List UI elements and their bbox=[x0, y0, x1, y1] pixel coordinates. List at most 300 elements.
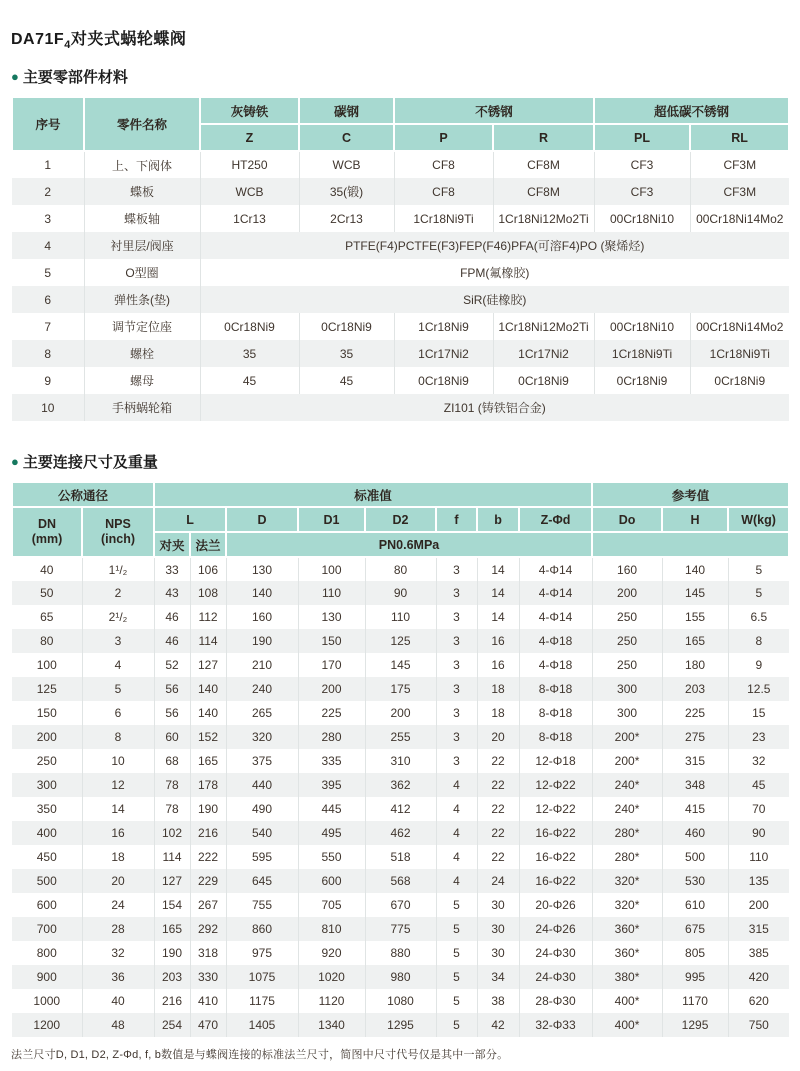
material-value-cell: WCB bbox=[299, 151, 394, 178]
dimension-cell: 112 bbox=[190, 605, 226, 629]
material-part-cell: 蝶板 bbox=[84, 178, 200, 205]
material-row bbox=[12, 286, 789, 313]
material-value-cell: 0Cr18Ni9 bbox=[714, 373, 766, 388]
dimension-cell: 250 bbox=[592, 605, 662, 629]
dimension-cell: 1020 bbox=[298, 965, 365, 989]
material-part-cell: 上、下阀体 bbox=[84, 151, 200, 178]
dimension-cell: 114 bbox=[154, 845, 190, 869]
dimension-cell: 180 bbox=[662, 653, 728, 677]
materials-section-heading bbox=[11, 66, 789, 87]
dimension-cell: 225 bbox=[662, 701, 728, 725]
dimension-cell: 395 bbox=[298, 773, 365, 797]
dimension-cell: 22 bbox=[477, 845, 519, 869]
dimension-cell: 16 bbox=[477, 629, 519, 653]
dimension-cell: 810 bbox=[298, 917, 365, 941]
dimension-cell: 22 bbox=[477, 749, 519, 773]
dimension-row bbox=[12, 941, 789, 965]
dimension-cell: 100 bbox=[298, 557, 365, 581]
dimension-cell: 310 bbox=[365, 749, 436, 773]
dimension-cell: 267 bbox=[190, 893, 226, 917]
material-part-cell: 螺栓 bbox=[84, 340, 200, 367]
material-value-cell: 1Cr18Ni9Ti bbox=[594, 340, 690, 367]
dimension-cell: 360* bbox=[592, 917, 662, 941]
dimension-cell: 2 bbox=[82, 581, 154, 605]
dimensions-table-header bbox=[12, 482, 789, 557]
dimension-cell: 32-Φ33 bbox=[519, 1013, 592, 1037]
dimension-cell: 78 bbox=[154, 797, 190, 821]
dimension-cell: 110 bbox=[298, 581, 365, 605]
dimension-cell: 5 bbox=[436, 965, 477, 989]
dimension-cell: 5 bbox=[436, 1013, 477, 1037]
dimension-cell: 46 bbox=[154, 605, 190, 629]
dims-col-flange: 法兰 bbox=[190, 532, 226, 557]
dimension-cell: 995 bbox=[662, 965, 728, 989]
material-value-cell: 00Cr18Ni10 bbox=[594, 313, 690, 340]
dimension-cell: 240 bbox=[226, 677, 298, 701]
dimension-cell: 78 bbox=[154, 773, 190, 797]
dimension-cell: 805 bbox=[662, 941, 728, 965]
dimension-cell: 200* bbox=[592, 749, 662, 773]
dimension-cell: 3 bbox=[436, 653, 477, 677]
dimension-cell: 32 bbox=[82, 941, 154, 965]
dimension-cell: 3 bbox=[436, 677, 477, 701]
dimension-cell: 4-Φ18 bbox=[519, 653, 592, 677]
dimension-cell: 42 bbox=[477, 1013, 519, 1037]
dimension-cell: 3 bbox=[436, 581, 477, 605]
dimension-cell: 22 bbox=[477, 821, 519, 845]
material-value-cell: 0Cr18Ni9 bbox=[394, 367, 493, 394]
material-value-cell: WCB bbox=[200, 178, 299, 205]
page-title bbox=[11, 26, 789, 51]
dimension-cell: 9 bbox=[755, 658, 763, 673]
dimension-cell: 150 bbox=[12, 701, 82, 725]
dims-col-dn bbox=[12, 507, 82, 557]
dimension-cell: 8 bbox=[82, 725, 154, 749]
dimension-cell: 203 bbox=[154, 965, 190, 989]
dimension-cell: 130 bbox=[298, 605, 365, 629]
dimension-cell: 140 bbox=[662, 557, 728, 581]
material-seq-cell: 10 bbox=[12, 394, 84, 421]
dimension-cell: 5 bbox=[436, 917, 477, 941]
dimension-cell: 60 bbox=[154, 725, 190, 749]
dimension-cell: 20-Φ26 bbox=[519, 893, 592, 917]
material-value-cell: 1Cr18Ni9Ti bbox=[394, 205, 493, 232]
dimension-cell: 300 bbox=[12, 773, 82, 797]
dimension-cell: 320 bbox=[226, 725, 298, 749]
material-value-cell: 1Cr18Ni9Ti bbox=[709, 346, 770, 361]
material-row bbox=[12, 340, 789, 367]
dimension-cell: 200 bbox=[12, 725, 82, 749]
dimension-cell: 40 bbox=[82, 989, 154, 1013]
dimension-row bbox=[12, 557, 789, 581]
dimensions-section-title: 主要连接尺寸及重量 bbox=[22, 454, 158, 472]
material-span-cell: FPM(氟橡胶) bbox=[460, 266, 530, 281]
dims-header-spacer bbox=[592, 532, 789, 557]
dimension-cell: 6.5 bbox=[750, 610, 768, 625]
materials-col-part: 零件名称 bbox=[84, 97, 200, 151]
materials-code-Z: Z bbox=[200, 124, 299, 151]
dimension-cell: 165 bbox=[662, 629, 728, 653]
material-value-cell: CF3M bbox=[723, 184, 757, 199]
dimension-row bbox=[12, 845, 789, 869]
material-row bbox=[12, 178, 789, 205]
dims-col-W: W(kg) bbox=[728, 507, 789, 532]
material-value-cell: 35 bbox=[200, 340, 299, 367]
material-value-cell: 1Cr18Ni12Mo2Ti bbox=[493, 313, 594, 340]
dimension-cell: 14 bbox=[477, 557, 519, 581]
material-value-cell: 0Cr18Ni9 bbox=[299, 313, 394, 340]
dimension-cell: 150 bbox=[298, 629, 365, 653]
dimension-cell: 320* bbox=[592, 893, 662, 917]
dimension-cell: 200* bbox=[592, 725, 662, 749]
materials-group-ultralow-carbon-stainless: 超低碳不锈钢 bbox=[594, 97, 789, 124]
dimension-row bbox=[12, 725, 789, 749]
dimension-cell: 1200 bbox=[12, 1013, 82, 1037]
dimension-cell: 48 bbox=[82, 1013, 154, 1037]
dimension-cell: 36 bbox=[82, 965, 154, 989]
dimension-cell: 275 bbox=[662, 725, 728, 749]
material-value-cell: CF3 bbox=[594, 151, 690, 178]
dimension-cell: 400* bbox=[592, 1013, 662, 1037]
materials-code-PL: PL bbox=[594, 124, 690, 151]
material-part-cell: O型圈 bbox=[84, 259, 200, 286]
dims-col-b: b bbox=[477, 507, 519, 532]
dimension-cell: 5 bbox=[436, 989, 477, 1013]
dimension-cell: 200 bbox=[748, 898, 769, 913]
dimension-cell: 127 bbox=[154, 869, 190, 893]
dimension-cell: 495 bbox=[298, 821, 365, 845]
dims-col-D: D bbox=[226, 507, 298, 532]
dimension-cell: 68 bbox=[154, 749, 190, 773]
dimension-cell: 190 bbox=[226, 629, 298, 653]
dimension-cell: 700 bbox=[12, 917, 82, 941]
dimension-cell: 160 bbox=[592, 557, 662, 581]
dimension-cell: 750 bbox=[748, 1018, 769, 1033]
dimension-cell: 152 bbox=[190, 725, 226, 749]
material-value-cell: 35(锻) bbox=[299, 178, 394, 205]
dimension-cell: 350 bbox=[12, 797, 82, 821]
dimension-cell: 3 bbox=[436, 629, 477, 653]
dims-col-H: H bbox=[662, 507, 728, 532]
material-seq-cell: 9 bbox=[12, 367, 84, 394]
dimension-cell: 595 bbox=[226, 845, 298, 869]
dimension-row bbox=[12, 701, 789, 725]
dimension-cell: 1340 bbox=[298, 1013, 365, 1037]
dimension-cell: 90 bbox=[752, 826, 766, 841]
dimension-cell: 800 bbox=[12, 941, 82, 965]
dimension-cell: 225 bbox=[298, 701, 365, 725]
dimension-cell: 165 bbox=[154, 917, 190, 941]
dimension-cell: 4 bbox=[436, 845, 477, 869]
dimension-row bbox=[12, 965, 789, 989]
dimension-cell: 8-Φ18 bbox=[519, 701, 592, 725]
material-value-cell: 45 bbox=[299, 367, 394, 394]
dimension-cell: 102 bbox=[154, 821, 190, 845]
dimension-cell: 415 bbox=[662, 797, 728, 821]
materials-group-stainless: 不锈钢 bbox=[394, 97, 594, 124]
dims-col-z-phi-d: Z-Φd bbox=[519, 507, 592, 532]
dimension-cell: 145 bbox=[662, 581, 728, 605]
dimension-cell: 280 bbox=[298, 725, 365, 749]
material-span-cell: PTFE(F4)PCTFE(F3)FEP(F46)PFA(可溶F4)PO (聚烯烃) bbox=[345, 239, 645, 254]
dimension-cell: 280* bbox=[592, 821, 662, 845]
dims-col-nps-label: NPS bbox=[105, 516, 131, 531]
dimension-cell: 362 bbox=[365, 773, 436, 797]
dimension-cell: 12-Φ22 bbox=[519, 797, 592, 821]
dimension-row bbox=[12, 797, 789, 821]
dimension-cell: 200 bbox=[365, 701, 436, 725]
dimension-cell: 3 bbox=[436, 725, 477, 749]
dimension-cell: 170 bbox=[298, 653, 365, 677]
materials-section-title: 主要零部件材料 bbox=[22, 69, 128, 87]
material-part-cell: 蝶板轴 bbox=[84, 205, 200, 232]
dimension-cell: 10 bbox=[82, 749, 154, 773]
material-row bbox=[12, 367, 789, 394]
dimension-cell: 3 bbox=[436, 701, 477, 725]
dimensions-section-heading bbox=[11, 451, 789, 472]
material-seq-cell: 8 bbox=[12, 340, 84, 367]
dimension-cell: 80 bbox=[365, 557, 436, 581]
material-value-cell: 1Cr18Ni9 bbox=[394, 313, 493, 340]
material-value-cell: 0Cr18Ni9 bbox=[594, 367, 690, 394]
dimension-cell: 670 bbox=[365, 893, 436, 917]
dimension-cell: 1295 bbox=[365, 1013, 436, 1037]
dimension-cell: 315 bbox=[662, 749, 728, 773]
dimension-cell: 155 bbox=[662, 605, 728, 629]
dimension-cell: 375 bbox=[226, 749, 298, 773]
dimension-cell: 14 bbox=[477, 605, 519, 629]
dimension-cell: 30 bbox=[477, 893, 519, 917]
dimension-cell: 250 bbox=[592, 653, 662, 677]
dimension-cell: 3 bbox=[436, 749, 477, 773]
dimension-cell: 410 bbox=[190, 989, 226, 1013]
dimension-cell: 12-Φ18 bbox=[519, 749, 592, 773]
dimension-cell: 254 bbox=[154, 1013, 190, 1037]
dimension-cell: 110 bbox=[365, 605, 436, 629]
dimension-cell: 775 bbox=[365, 917, 436, 941]
dimension-cell: 1405 bbox=[226, 1013, 298, 1037]
dimension-cell: 110 bbox=[749, 850, 769, 865]
dimension-row bbox=[12, 677, 789, 701]
bullet-icon: ● bbox=[11, 454, 19, 470]
footnote: 法兰尺寸D, D1, D2, Z-Φd, f, b数值是与蝶阀连接的标准法兰尺寸，简图中尺寸代号仅是其中一部分。 bbox=[11, 1049, 509, 1062]
dimension-cell: 490 bbox=[226, 797, 298, 821]
dimension-cell: 4-Φ18 bbox=[519, 629, 592, 653]
dimension-cell: 16 bbox=[82, 821, 154, 845]
dimension-cell: 412 bbox=[365, 797, 436, 821]
dims-col-L: L bbox=[154, 507, 226, 532]
dimension-cell: 12.5 bbox=[747, 682, 771, 697]
dimension-cell: 24 bbox=[477, 869, 519, 893]
dimension-cell: 335 bbox=[298, 749, 365, 773]
dimension-cell: 4-Φ14 bbox=[519, 605, 592, 629]
dimension-cell: 568 bbox=[365, 869, 436, 893]
dimension-cell: 24-Φ26 bbox=[519, 917, 592, 941]
bullet-icon: ● bbox=[11, 69, 19, 85]
material-row bbox=[12, 313, 789, 340]
dimension-cell: 16-Φ22 bbox=[519, 821, 592, 845]
dimension-cell: 190 bbox=[190, 797, 226, 821]
material-value-cell: 2Cr13 bbox=[299, 205, 394, 232]
dimension-cell: 20 bbox=[82, 869, 154, 893]
material-row bbox=[12, 394, 789, 421]
dimension-cell: 14 bbox=[82, 797, 154, 821]
dims-col-wafer: 对夹 bbox=[154, 532, 190, 557]
dimension-row bbox=[12, 1013, 789, 1037]
dimension-cell: 265 bbox=[226, 701, 298, 725]
dimension-cell: 5 bbox=[82, 677, 154, 701]
dimension-cell: 175 bbox=[365, 677, 436, 701]
dimension-row bbox=[12, 989, 789, 1013]
dimension-cell: 460 bbox=[662, 821, 728, 845]
material-value-cell: 00Cr18Ni14Mo2 bbox=[696, 319, 784, 334]
dimension-cell: 600 bbox=[12, 893, 82, 917]
dimension-cell: 165 bbox=[190, 749, 226, 773]
dimension-cell: 216 bbox=[154, 989, 190, 1013]
dimension-row bbox=[12, 749, 789, 773]
page-title-subscript: 4 bbox=[64, 39, 71, 52]
material-part-cell: 手柄蜗轮箱 bbox=[84, 394, 200, 421]
dimension-cell: 5 bbox=[436, 893, 477, 917]
dimension-cell: 30 bbox=[477, 917, 519, 941]
dimension-cell: 255 bbox=[365, 725, 436, 749]
dimension-cell: 135 bbox=[748, 874, 769, 889]
dims-col-D2: D2 bbox=[365, 507, 436, 532]
material-seq-cell: 3 bbox=[12, 205, 84, 232]
dimension-cell: 154 bbox=[154, 893, 190, 917]
dimension-cell: 4 bbox=[436, 773, 477, 797]
dims-col-dn-label: DN bbox=[37, 516, 57, 531]
material-value-cell: 00Cr18Ni10 bbox=[594, 205, 690, 232]
dimension-row bbox=[12, 869, 789, 893]
dimension-cell: 1170 bbox=[662, 989, 728, 1013]
dimension-cell: 229 bbox=[190, 869, 226, 893]
material-part-cell: 调节定位座 bbox=[84, 313, 200, 340]
dimension-cell: 38 bbox=[477, 989, 519, 1013]
material-row bbox=[12, 151, 789, 178]
material-row bbox=[12, 205, 789, 232]
dimension-cell: 600 bbox=[298, 869, 365, 893]
dimension-cell: 160 bbox=[226, 605, 298, 629]
materials-table-body bbox=[12, 151, 789, 421]
dimension-cell: 16 bbox=[477, 653, 519, 677]
dimension-cell: 610 bbox=[662, 893, 728, 917]
dimension-cell: 125 bbox=[365, 629, 436, 653]
dimension-cell: 140 bbox=[190, 677, 226, 701]
materials-code-P: P bbox=[394, 124, 493, 151]
dimension-cell: 52 bbox=[154, 653, 190, 677]
material-part-cell: 螺母 bbox=[84, 367, 200, 394]
dimension-cell: 385 bbox=[748, 946, 769, 961]
materials-group-gray-cast-iron: 灰铸铁 bbox=[200, 97, 299, 124]
page-title-rest: 对夹式蜗轮蝶阀 bbox=[70, 31, 187, 48]
dimension-cell: 90 bbox=[365, 581, 436, 605]
dims-pressure-rating: PN0.6MPa bbox=[226, 532, 592, 557]
dimension-cell: 620 bbox=[748, 994, 769, 1009]
dimension-cell: 240* bbox=[592, 773, 662, 797]
page-title-prefix: DA71F bbox=[11, 31, 65, 48]
dimensions-table-body bbox=[12, 557, 789, 1037]
dimension-row bbox=[12, 653, 789, 677]
dimension-cell: 18 bbox=[82, 845, 154, 869]
dimension-cell: 920 bbox=[298, 941, 365, 965]
dimension-cell: 300 bbox=[592, 677, 662, 701]
dimension-cell: 30 bbox=[477, 941, 519, 965]
material-value-cell: 45 bbox=[200, 367, 299, 394]
material-value-cell: CF8M bbox=[493, 151, 594, 178]
dims-group-standard-values: 标准值 bbox=[154, 482, 592, 507]
dimension-cell: 190 bbox=[154, 941, 190, 965]
dimension-cell: 2¹/₂ bbox=[82, 605, 154, 629]
dimension-cell: 300 bbox=[592, 701, 662, 725]
dimension-cell: 860 bbox=[226, 917, 298, 941]
dimension-cell: 216 bbox=[190, 821, 226, 845]
material-value-cell: 00Cr18Ni14Mo2 bbox=[696, 211, 784, 226]
dimension-cell: 320* bbox=[592, 869, 662, 893]
dims-col-nps bbox=[82, 507, 154, 557]
materials-table-header bbox=[12, 97, 789, 151]
materials-col-seq: 序号 bbox=[12, 97, 84, 151]
dimension-cell: 8-Φ18 bbox=[519, 677, 592, 701]
dims-col-Do: Do bbox=[592, 507, 662, 532]
materials-code-RL: RL bbox=[690, 124, 789, 151]
dimension-cell: 106 bbox=[190, 557, 226, 581]
dimension-cell: 250 bbox=[592, 629, 662, 653]
material-value-cell: 0Cr18Ni9 bbox=[493, 367, 594, 394]
dimension-cell: 530 bbox=[662, 869, 728, 893]
dimension-cell: 675 bbox=[662, 917, 728, 941]
dimension-cell: 3 bbox=[436, 557, 477, 581]
dimension-cell: 28-Φ30 bbox=[519, 989, 592, 1013]
dimensions-table bbox=[11, 481, 790, 1037]
dimension-cell: 1295 bbox=[662, 1013, 728, 1037]
material-value-cell: CF8M bbox=[493, 178, 594, 205]
dimension-cell: 440 bbox=[226, 773, 298, 797]
dimension-cell: 140 bbox=[190, 701, 226, 725]
dimension-cell: 222 bbox=[190, 845, 226, 869]
dimension-cell: 980 bbox=[365, 965, 436, 989]
dimension-cell: 400 bbox=[12, 821, 82, 845]
dimension-cell: 330 bbox=[190, 965, 226, 989]
dimension-cell: 360* bbox=[592, 941, 662, 965]
dimension-cell: 56 bbox=[154, 701, 190, 725]
dimension-cell: 400* bbox=[592, 989, 662, 1013]
dimension-cell: 33 bbox=[154, 557, 190, 581]
dimension-cell: 645 bbox=[226, 869, 298, 893]
dimension-cell: 5 bbox=[755, 562, 763, 577]
dimension-cell: 292 bbox=[190, 917, 226, 941]
dimension-cell: 4 bbox=[82, 653, 154, 677]
dimension-cell: 420 bbox=[748, 970, 769, 985]
dimension-cell: 3 bbox=[436, 605, 477, 629]
dimension-cell: 14 bbox=[477, 581, 519, 605]
dimension-cell: 125 bbox=[12, 677, 82, 701]
dimension-cell: 540 bbox=[226, 821, 298, 845]
material-row bbox=[12, 232, 789, 259]
material-value-cell: 1Cr17Ni2 bbox=[493, 340, 594, 367]
material-span-cell: SiR(硅橡胶) bbox=[463, 293, 527, 308]
material-seq-cell: 6 bbox=[12, 286, 84, 313]
dimension-cell: 16-Φ22 bbox=[519, 845, 592, 869]
dimension-cell: 1080 bbox=[365, 989, 436, 1013]
material-span-cell: ZI101 (铸铁铝合金) bbox=[443, 401, 546, 416]
dimension-row bbox=[12, 821, 789, 845]
dimension-cell: 16-Φ22 bbox=[519, 869, 592, 893]
dimension-cell: 22 bbox=[477, 797, 519, 821]
dimension-cell: 100 bbox=[12, 653, 82, 677]
dimension-cell: 200 bbox=[592, 581, 662, 605]
dimension-cell: 450 bbox=[12, 845, 82, 869]
